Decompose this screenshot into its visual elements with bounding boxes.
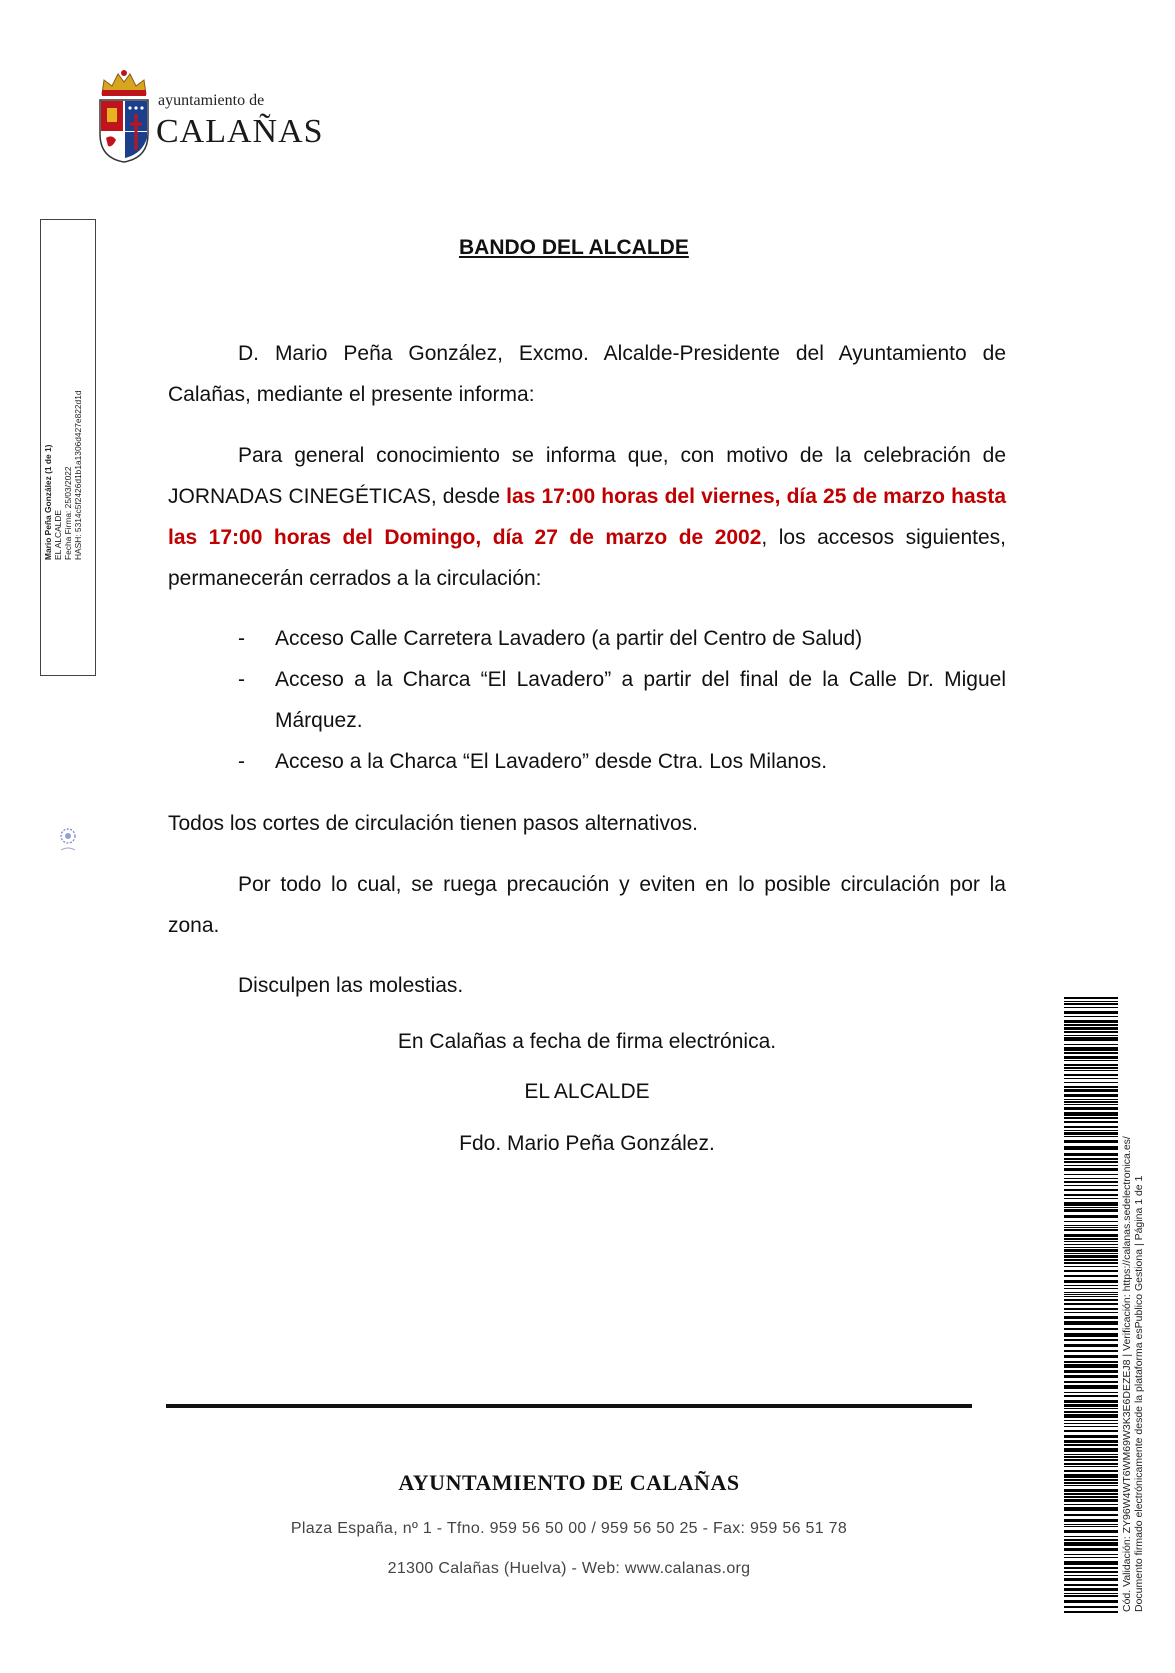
list-marker: - [238, 750, 245, 773]
verification-text [1121, 992, 1145, 1612]
signer-role: EL ALCALDE [53, 510, 63, 560]
announcement-paragraph [168, 435, 1006, 599]
alternatives-paragraph: Todos los cortes de circulación tienen pasos alternativos. [168, 812, 698, 835]
footer-city-web: 21300 Calañas (Huelva) - Web: www.calanas.org [387, 1560, 751, 1577]
list-item [168, 618, 1006, 659]
signer-name: Mario Peña González (1 de 1) [43, 444, 53, 560]
closing-role: EL ALCALDE [524, 1080, 650, 1103]
coat-of-arms-icon [96, 68, 152, 164]
intro-paragraph: D. Mario Peña González, Excmo. Alcalde-Presidente del Ayuntamiento de Calañas, mediante el presente informa: [168, 342, 1006, 406]
apology-paragraph: Disculpen las molestias. [238, 974, 464, 997]
closed-access-list [168, 618, 1006, 782]
announcement-text-end: , los accesos siguientes, permanecerán cerrados a la circulación: [168, 526, 1006, 590]
list-item-text: Acceso a la Charca “El Lavadero” desde Ctra. Los Milanos. [275, 750, 828, 773]
footer-divider [166, 1404, 972, 1408]
list-marker: - [238, 627, 245, 650]
electronic-signature-box [40, 219, 96, 676]
signature-seal-icon [57, 816, 79, 866]
footer-title: AYUNTAMIENTO DE CALAÑAS [398, 1470, 740, 1495]
verification-platform: Documento firmado electrónicamente desde la plataforma esPublico Gestiona | Página 1 de 1 [1133, 1175, 1145, 1612]
list-item [168, 741, 1006, 782]
list-item-text: Acceso Calle Carretera Lavadero (a partir del Centro de Salud) [275, 627, 863, 650]
list-item-text: Acceso a la Charca “El Lavadero” a partir del final de la Calle Dr. Miguel Márquez. [275, 668, 1006, 732]
caution-paragraph: Por todo lo cual, se ruega precaución y eviten en lo posible circulación por la zona. [168, 873, 1006, 937]
signature-hash: HASH: 5314c5f2426d1b1a1306d427e822d1d [73, 390, 83, 560]
validation-barcode-icon [1064, 997, 1118, 1615]
document-title: BANDO DEL ALCALDE [459, 236, 689, 259]
footer-address: Plaza España, nº 1 - Tfno. 959 56 50 00 / 959 56 50 25 - Fax: 959 56 51 78 [290, 1520, 848, 1537]
signature-text [43, 230, 83, 560]
list-item [168, 659, 1006, 741]
announcement-text-start: Para general conocimiento se informa que, con motivo de la celebración de JORNADAS CINEGÉTICAS, desde [168, 444, 1006, 508]
municipal-logo [96, 68, 336, 164]
logo-title: CALAÑAS [156, 113, 324, 150]
closure-dates-highlight: las 17:00 horas del viernes, día 25 de marzo hasta las 17:00 horas del Domingo, día 27 de marzo de 2002 [168, 485, 1006, 549]
closing-signature: Fdo. Mario Peña González. [459, 1132, 715, 1155]
signature-date: Fecha Firma: 25/03/2022 [63, 466, 73, 560]
logo-subtitle: ayuntamiento de [158, 92, 265, 109]
list-marker: - [238, 668, 245, 691]
closing-place: En Calañas a fecha de firma electrónica. [397, 1030, 777, 1053]
verification-code: Cód. Validación: ZY96W4WT6WM69W3K3E6DEZEJ8 | Verificación: https://calanas.sedelectronica.es/ [1121, 1136, 1133, 1612]
